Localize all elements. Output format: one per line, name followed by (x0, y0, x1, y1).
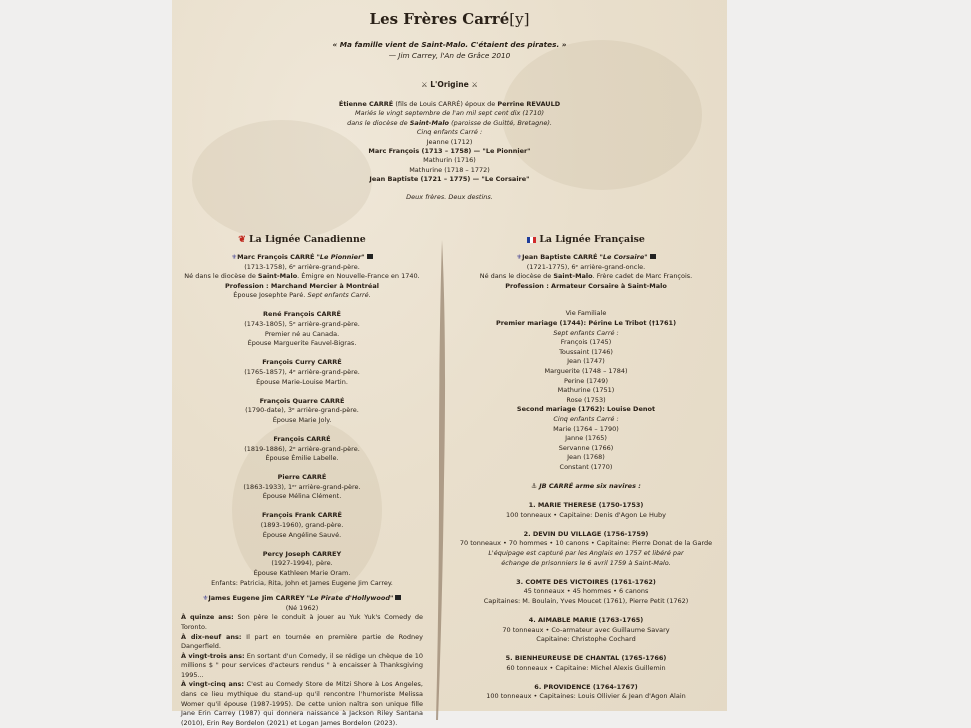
motto: Deux frères. Deux destins. (406, 192, 493, 201)
person-pierre (178, 473, 426, 502)
ship-1 (455, 501, 717, 520)
origin-section (172, 100, 727, 202)
ship-detail: Capitaines: M. Boulain, Yves Moucet (1761), Pierre Petit (1762) (483, 596, 689, 605)
children-intro: Cinq enfants Carré : (553, 414, 619, 423)
origin-heading-text: L'Origine (430, 80, 469, 89)
origin-children (172, 138, 727, 185)
child-item: Mathurin (1716) (423, 156, 476, 165)
person-percy-joseph (178, 550, 426, 588)
france-heading (455, 233, 717, 253)
jim-bio (178, 613, 426, 728)
marriage-line: Mariés le vingt septembre de l'an mil sept cent dix (1710) (354, 109, 544, 118)
person-nickname: "Le Pionnier" (316, 253, 365, 261)
bio-label: À vingt-cinq ans: (181, 680, 244, 689)
ship-3 (455, 578, 717, 607)
person-spouse: Épouse Mélina Clément. (262, 492, 342, 501)
ship-detail: 70 tonneaux • 70 hommes • 10 canons • Capitaine: Pierre Donat de la Garde (459, 539, 713, 548)
origin-parents (172, 100, 727, 109)
ship-name: 5. BIENHEUREUSE DE CHANTAL (1765-1766) (505, 654, 667, 663)
child-item: Marc François (1713 – 1758) — "Le Pionnier" (368, 147, 531, 156)
ship-name: 2. DEVIN DU VILLAGE (1756-1759) (523, 529, 649, 538)
ship-name: 1. MARIE THERESE (1750-1753) (528, 501, 644, 510)
bio-label: À dix-neuf ans: (181, 632, 242, 641)
ship-detail: 100 tonneaux • Capitaine: Denis d'Agon Le Huby (506, 510, 666, 519)
person-spouse: Épouse Angéline Sauvé. (262, 530, 342, 539)
anchor-icon: ⚓ (531, 481, 537, 490)
person-name: François Frank CARRÉ (261, 511, 342, 520)
ship-5 (455, 654, 717, 673)
diocese-prefix: dans le diocèse de (347, 118, 410, 127)
pirate-flag-icon (367, 254, 373, 259)
children-intro: Sept enfants Carré : (553, 328, 619, 337)
person-name: François CARRÉ (273, 434, 331, 443)
bio-text: Il part en tournée en première partie de Rodney Dangerfield. (181, 632, 423, 651)
quote-author: — Jim Carrey, l'An de Grâce 2010 (388, 50, 511, 60)
child-item: Perine (1749) (564, 376, 608, 385)
birth-prefix: Né dans le diocèse de (479, 272, 554, 281)
person-dates: (1743-1805), 5ᵉ arrière-grand-père. (244, 320, 360, 329)
person-francois-quarre (178, 397, 426, 426)
child-item: Mathurine (1718 – 1772) (409, 165, 490, 174)
child-item: Jean Baptiste (1721 – 1775) — "Le Corsaire" (369, 175, 530, 184)
title-footnote-link[interactable]: [y] (509, 10, 530, 28)
person-spouse: Épouse Émilie Labelle. (265, 454, 339, 463)
spouse-text: Épouse Josephte Paré. (233, 291, 308, 300)
title-text: Les Frères Carré (369, 10, 510, 28)
person-dates: (1863-1933), 1ᵉʳ arrière-grand-père. (243, 482, 361, 491)
person-francois-curry (178, 358, 426, 387)
ship-name: 4. AIMABLE MARIE (1763-1765) (528, 615, 644, 624)
person-children: Enfants: Patricia, Rita, John et James Eugene Jim Carrey. (211, 578, 393, 587)
birth-place: Saint-Malo (553, 272, 593, 281)
epigraph (172, 40, 727, 61)
ship-6 (455, 683, 717, 702)
person-name: James Eugene Jim CARREY (208, 594, 305, 603)
crossed-swords-icon: ⚔ (471, 81, 478, 89)
pirate-flag-icon (650, 254, 656, 259)
quote-text: « Ma famille vient de Saint-Malo. C'étaient des pirates. » (332, 40, 567, 49)
parchment-page (172, 0, 727, 727)
child-item: François (1745) (560, 338, 612, 347)
diocese-suffix: (paroisse de Guitté, Bretagne). (449, 118, 552, 127)
person-francois (178, 435, 426, 464)
page-title (172, 10, 727, 28)
bio-text: En sortant d'un Comedy, il se rédige un chèque de 10 millions $ " pour services d'acteurs rendus " à encaisser à Thanksgiving 1995... (181, 651, 423, 679)
ships-heading: ⚓ JB CARRÉ arme six navires : (531, 481, 641, 490)
children-intro: Cinq enfants Carré : (416, 128, 483, 137)
person-jim-carrey (178, 594, 426, 728)
person-name: Pierre CARRÉ (277, 473, 327, 482)
second-marriage: Second mariage (1762): Louise Denot (516, 405, 656, 414)
birth-prefix: Né dans le diocèse de (184, 272, 258, 281)
person-name: René François CARRÉ (263, 310, 341, 319)
person-name: Marc François CARRÉ (237, 253, 315, 261)
child-item: Marie (1764 – 1790) (553, 424, 619, 433)
child-item: Servanne (1766) (558, 443, 614, 452)
person-dates: (1721-1775), 6ᵉ arrière-grand-oncle. (526, 262, 646, 271)
france-flag-icon (527, 237, 536, 243)
person-name: François Curry CARRÉ (262, 358, 342, 367)
person-jean-baptiste (455, 253, 717, 291)
origin-heading (172, 80, 727, 89)
person-dates: (Né 1962) (285, 603, 319, 612)
birth-suffix: . Émigre en Nouvelle-France en 1740. (297, 272, 420, 281)
child-item: Jean (1747) (567, 357, 605, 366)
children-count: Sept enfants Carré. (307, 291, 371, 300)
bio-text: C'est au Comedy Store de Mitzi Shore à Los Angeles, dans ce lieu mythique du stand-up qu'il rencontre l'humoriste Melissa Womer qu'il épouse (1987-1995). De cette union naîtra son unique fille Jane Erin Carrey (1987) qui donnera naissance à Jackson Riley Santana (2010), Erin Rey Bordelon (2021) et Logan James Bordelon (2023). (181, 680, 423, 727)
person-nickname: "Le Pirate d'Hollywood" (306, 594, 394, 603)
person-dates: (1713-1758), 6ᵉ arrière-grand-père. (244, 262, 360, 271)
ship-detail: 100 tonneaux • Capitaines: Louis Ollivier & Jean d'Agon Alain (486, 692, 686, 701)
person-francois-frank (178, 511, 426, 540)
person-profession: Profession : Marchand Mercier à Montréal (225, 281, 379, 290)
child-item: Mathurine (1751) (557, 386, 615, 395)
family-life (455, 309, 717, 472)
diocese-name: Saint-Malo (409, 118, 450, 127)
birth-place: Saint-Malo (257, 272, 298, 281)
france-heading-text: La Lignée Française (539, 234, 645, 245)
birth-suffix: . Frère cadet de Marc François. (592, 272, 693, 281)
person-dates: (1819-1886), 2ᵉ arrière-grand-père. (244, 444, 360, 453)
child-item: Janne (1765) (565, 434, 607, 443)
bio-label: À vingt-trois ans: (181, 651, 245, 660)
person-spouse: Épouse Kathleen Marie Oram. (253, 568, 351, 577)
child-item: Rose (1753) (566, 395, 606, 404)
french-column (455, 233, 717, 702)
person-spouse: Épouse Marguerite Fauvel-Bigras. (247, 339, 357, 348)
person-note: Premier né au Canada. (264, 329, 340, 338)
canadian-column (178, 233, 426, 728)
person-dates: (1927-1994), père. (271, 559, 333, 568)
family-heading: Vie Familiale (565, 309, 607, 318)
diocese-line (172, 119, 727, 128)
ship-name: 3. COMTE DES VICTOIRES (1761-1762) (516, 577, 656, 586)
crossed-swords-icon: ⚔ (421, 81, 428, 89)
father-name: Étienne CARRÉ (338, 100, 394, 108)
maple-leaf-icon: ❦ (238, 235, 246, 245)
person-name: Jean Baptiste CARRÉ (522, 253, 598, 261)
fleur-de-lis-icon: ⚜ (231, 253, 238, 261)
child-item: Toussaint (1746) (559, 347, 613, 356)
child-item: Constant (1770) (559, 462, 613, 471)
person-dates: (1893-1960), grand-père. (260, 521, 344, 530)
person-marc-francois (178, 253, 426, 301)
person-name: Percy Joseph CARREY (262, 549, 342, 558)
canada-heading (178, 233, 426, 253)
child-item: Marguerite (1748 – 1784) (544, 366, 628, 375)
column-divider (435, 240, 449, 720)
canada-heading-text: La Lignée Canadienne (249, 234, 366, 245)
pirate-flag-icon (395, 595, 401, 600)
ship-2 (455, 530, 717, 568)
person-spouse: Épouse Marie-Louise Martin. (256, 377, 348, 386)
person-dates: (1765-1857), 4ᵉ arrière-grand-père. (244, 367, 360, 376)
ship-detail: 45 tonneaux • 45 hommes • 6 canons (523, 587, 649, 596)
person-name: François Quarre CARRÉ (259, 396, 345, 405)
ship-detail: 70 tonneaux • Co-armateur avec Guillaume Savary (502, 625, 670, 634)
ships-heading-text: JB CARRÉ arme six navires (539, 481, 636, 490)
ship-note: L'équipage est capturé par les Anglais en 1757 et libéré par échange de prisonniers le 6 avril 1759 à Saint-Malo. (488, 548, 684, 567)
person-spouse: Épouse Marie Joly. (272, 415, 332, 424)
bio-label: À quinze ans: (181, 613, 234, 622)
parents-text: (fils de Louis CARRÉ) époux de (393, 100, 498, 108)
mother-name: Perrine REVAULD (497, 100, 561, 108)
child-item: Jean (1768) (567, 453, 605, 462)
ship-4 (455, 616, 717, 645)
person-rene-francois (178, 310, 426, 348)
ship-name: 6. PROVIDENCE (1764-1767) (534, 682, 638, 691)
ship-detail: Capitaine: Christophe Cochard (536, 635, 636, 644)
fleur-de-lis-icon: ⚜ (516, 253, 523, 261)
bio-text: Son père le conduit à jouer au Yuk Yuk's Comedy de Toronto. (181, 613, 423, 631)
first-marriage: Premier mariage (1744): Périne Le Tribot (†1761) (495, 318, 677, 327)
child-item: Jeanne (1712) (426, 137, 473, 146)
fleur-de-lis-icon: ⚜ (202, 594, 209, 603)
person-profession: Profession : Armateur Corsaire à Saint-Malo (505, 281, 667, 290)
person-dates: (1790-date), 3ᵉ arrière-grand-père. (245, 406, 359, 415)
ship-detail: 60 tonneaux • Capitaine: Michel Alexis Guillemin (506, 663, 666, 672)
person-nickname: "Le Corsaire" (599, 253, 648, 261)
